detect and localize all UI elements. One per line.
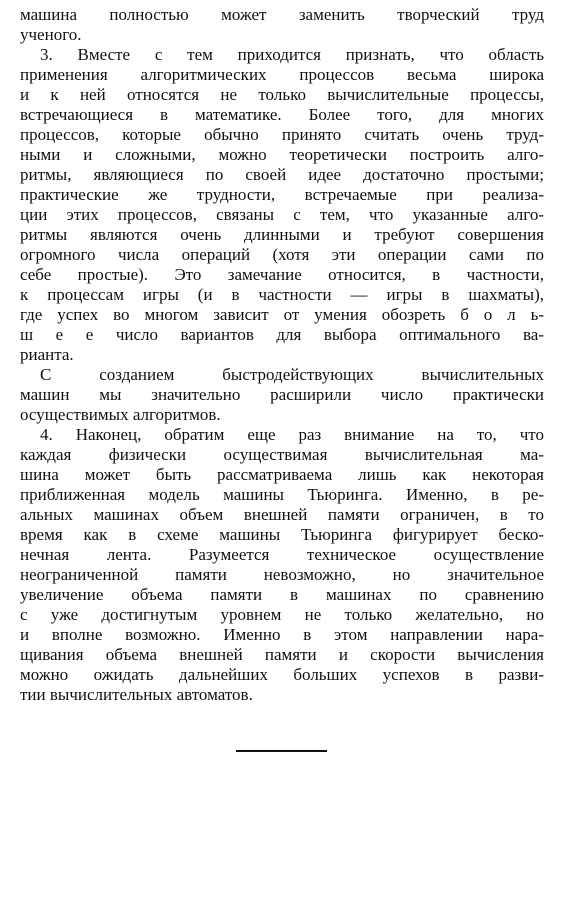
text-line: шина может быть рассматриваема лишь как некоторая <box>20 465 544 484</box>
text-line: и к ней относятся не только вычислительные процессы, <box>20 85 544 104</box>
text-line: С созданием быстродействующих вычислительных <box>40 365 544 384</box>
text-line: увеличение объема памяти в машинах по сравнению <box>20 585 544 604</box>
text-line: ритмы являются очень длинными и требуют совершения <box>20 225 544 244</box>
body-text <box>20 5 544 705</box>
text-line: каждая физически осуществимая вычислительная ма- <box>20 445 544 464</box>
text-line: с уже достигнутым уровнем не только желательно, но <box>20 605 544 624</box>
text-line: альных машинах объем внешней памяти ограничен, в то <box>20 505 544 524</box>
text-line: встречающиеся в математике. Более того, для многих <box>20 105 544 124</box>
text-line: рианта. <box>20 345 74 364</box>
text-line: нечная лента. Разумеется техническое осуществление <box>20 545 544 564</box>
document-page <box>20 5 544 705</box>
text-line: ции этих процессов, связаны с тем, что указанные алго- <box>20 205 544 224</box>
text-line: себе простые). Это замечание относится, в частности, <box>20 265 544 284</box>
text-line: 3. Вместе с тем приходится признать, что область <box>40 45 544 64</box>
text-line: практические же трудности, встречаемые при реализа- <box>20 185 544 204</box>
text-line: 4. Наконец, обратим еще раз внимание на то, что <box>40 425 544 444</box>
text-line: неограниченной памяти невозможно, но значительное <box>20 565 544 584</box>
text-line: ритмы, являющиеся по своей идее достаточно простыми; <box>20 165 544 184</box>
text-line: приближенная модель машины Тьюринга. Именно, в ре- <box>20 485 544 504</box>
section-end-rule <box>236 750 327 752</box>
text-line: к процессам игры (и в частности — игры в шахматы), <box>20 285 544 304</box>
text-line: применения алгоритмических процессов весьма широка <box>20 65 544 84</box>
text-line: ученого. <box>20 25 82 44</box>
text-line: где успех во многом зависит от умения обозреть б о л ь- <box>20 305 544 324</box>
text-line: ными и сложными, можно теоретически построить алго- <box>20 145 544 164</box>
text-line: осуществимых алгоритмов. <box>20 405 221 424</box>
text-line: машин мы значительно расширили число практически <box>20 385 544 404</box>
text-line: машина полностью может заменить творческий труд <box>20 5 544 24</box>
text-line: щивания объема внешней памяти и скорости вычисления <box>20 645 544 664</box>
text-line: процессов, которые обычно принято считать очень труд- <box>20 125 544 144</box>
text-line: можно ожидать дальнейших больших успехов в разви- <box>20 665 544 684</box>
text-line: ш е е число вариантов для выбора оптимального ва- <box>20 325 544 344</box>
text-line: огромного числа операций (хотя эти операции сами по <box>20 245 544 264</box>
text-line: время как в схеме машины Тьюринга фигурирует беско- <box>20 525 544 544</box>
text-line: и вполне возможно. Именно в этом направлении нара- <box>20 625 544 644</box>
text-line: тии вычислительных автоматов. <box>20 685 253 704</box>
